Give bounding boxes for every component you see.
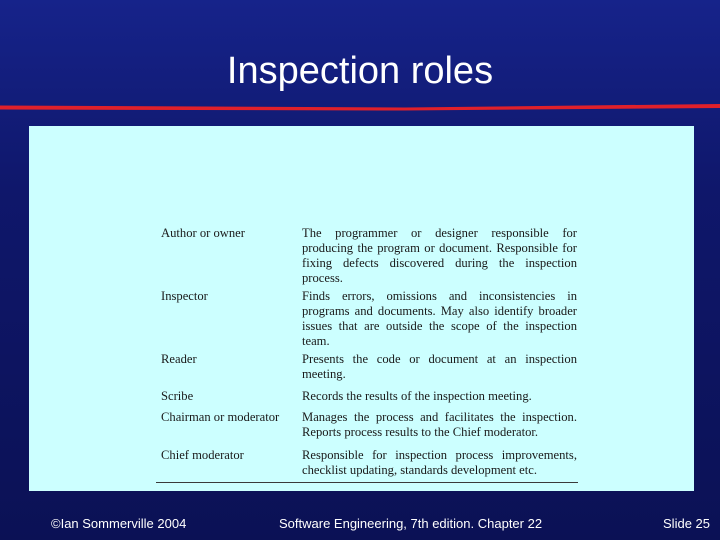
role-name: Chairman or moderator (161, 410, 280, 424)
role-description: Responsible for inspection process improvements, checklist updating, standards development etc. (302, 448, 577, 477)
table-row (161, 410, 577, 448)
role-description: Presents the code or document at an inspection meeting. (302, 352, 577, 381)
table-row (161, 352, 577, 389)
roles-table (161, 226, 577, 488)
table-bottom-rule (156, 482, 578, 483)
role-description: Records the results of the inspection meeting. (302, 389, 532, 403)
role-description: Manages the process and facilitates the inspection. Reports process results to the Chief moderator. (302, 410, 577, 439)
role-description: Finds errors, omissions and inconsistencies in programs and documents. May also identify broader issues that are outside the scope of the inspection team. (302, 289, 577, 348)
role-name: Reader (161, 352, 197, 366)
role-name: Inspector (161, 289, 208, 303)
role-name: Scribe (161, 389, 194, 403)
footer-copyright: ©Ian Sommerville 2004 (51, 516, 187, 531)
role-name: Chief moderator (161, 448, 244, 462)
slide-title: Inspection roles (226, 50, 494, 92)
role-description: The programmer or designer responsible for producing the program or document. Responsible for fixing defects discovered during the inspection process. (302, 226, 577, 285)
footer-book-title: Software Engineering, 7th edition. Chapter 22 (279, 516, 543, 531)
footer-slide-number: Slide 25 (663, 516, 710, 531)
table-row (161, 389, 577, 410)
table-row (161, 289, 577, 352)
title-underline (0, 104, 720, 111)
table-row (161, 226, 577, 289)
role-name: Author or owner (161, 226, 245, 240)
